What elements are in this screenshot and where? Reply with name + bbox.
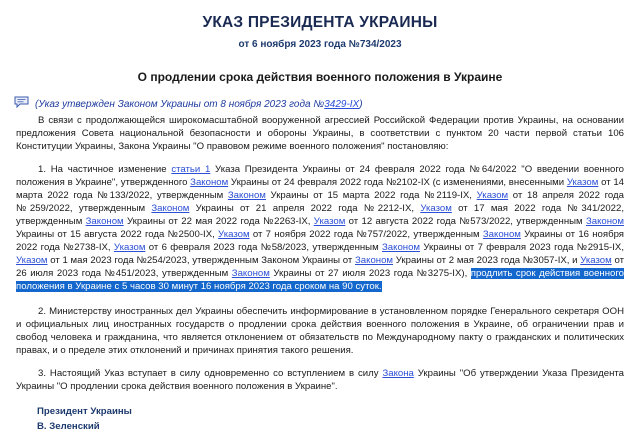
text-segment: Украины от 15 августа 2022 года №2500-IX, xyxy=(16,229,219,240)
text-segment: Украины от 24 февраля 2022 года №2102-IX (с изменениями, внесенными xyxy=(228,177,567,188)
text-segment: от 7 ноября 2022 года №757/2022, утвержденным xyxy=(249,229,483,240)
law-link[interactable]: Законом xyxy=(382,242,421,253)
text-segment: Украины от 15 марта 2022 года №2119-IX, xyxy=(265,190,477,201)
text-segment: Украины от 2 мая 2023 года №3057-IX, и xyxy=(393,255,581,266)
decree-title: УКАЗ ПРЕЗИДЕНТА УКРАИНЫ xyxy=(202,14,438,31)
law-link[interactable]: Законом xyxy=(85,216,124,227)
highlighted-selection[interactable]: продлить срок действия военного положения в Украине с 5 часов 30 минут 16 ноября 2023 года сроком на 90 суток. xyxy=(16,268,624,292)
paragraph-2: 2. Министерству иностранных дел Украины обеспечить информирование в установленном порядке Генерального секретаря ООН и официальных лиц иностранных государств о продлении срока действия военного положения в Украине, об ограничении прав и свобод человека и гражданина, что является отклонением от обязательств по Международному пакту о гражданских и политических правах, и о пределе этих отклонений и причинах принятия такого решения. xyxy=(16,306,624,356)
text-segment: от 12 августа 2022 года №573/2022, утвержденным xyxy=(345,216,586,227)
decree-link[interactable]: Указом xyxy=(218,229,250,240)
decree-subtitle: от 6 ноября 2023 года №734/2023 xyxy=(238,39,402,50)
law-link[interactable]: Законом xyxy=(355,255,394,266)
text-segment: от 6 февраля 2023 года №58/2023, утвержденным xyxy=(145,242,383,253)
law-link[interactable]: Законом xyxy=(151,203,190,214)
text-segment: от 26 июля 2023 года №451/2023, утвержденным xyxy=(16,255,624,279)
text-segment: от 14 марта 2022 года №133/2022, утвержденным xyxy=(16,177,624,201)
comment-icon[interactable] xyxy=(14,95,35,113)
approval-note-close: ) xyxy=(359,98,363,110)
decree-link[interactable]: Указом xyxy=(476,190,509,201)
law-link[interactable]: Законом xyxy=(585,216,624,227)
paragraph-3 xyxy=(16,367,624,393)
document-heading: О продлении срока действия военного положения в Украине xyxy=(137,70,503,84)
text-segment: Украины от 7 февраля 2023 года №2915-IX, xyxy=(420,242,624,253)
law-link[interactable]: Законом xyxy=(227,190,266,201)
law-link[interactable]: Законом xyxy=(482,229,521,240)
signature-title: Президент Украины xyxy=(37,406,132,417)
approval-note xyxy=(35,99,363,110)
law-link[interactable]: Законом xyxy=(231,268,270,279)
text-segment: Украины "Об утверждении Указа Президента Украины "О продлении срока действия военного положения в Украине". xyxy=(16,368,625,392)
decree-link[interactable]: Указом xyxy=(16,255,48,266)
text-segment: 3. Настоящий Указ вступает в силу одновременно со вступлением в силу xyxy=(38,368,383,379)
text-segment: от 1 мая 2023 года №254/2023, утвержденным Законом Украины от xyxy=(47,255,356,266)
text-segment: от 17 мая 2022 года №341/2022, утвержденным xyxy=(16,203,624,227)
decree-link[interactable]: Указом xyxy=(420,203,452,214)
text-segment: 1. На частичное изменение xyxy=(38,164,172,175)
law-link[interactable]: Законом xyxy=(190,177,229,188)
decree-link[interactable]: Указом xyxy=(313,216,346,227)
text-segment: Украины от 21 апреля 2022 года №2212-IX, xyxy=(189,203,421,214)
signature-name: В. Зеленский xyxy=(37,421,100,432)
approval-note-row xyxy=(14,95,363,113)
paragraph-preamble: В связи с продолжающейся широкомасштабной вооруженной агрессией Российской Федерации против Украины, на основании предложения Совета национальной безопасности и обороны Украины, в соответствии с пунктом 20 части первой статьи 106 Конституции Украины, Закона Украины "О правовом режиме военного положения" постановляю: xyxy=(16,115,624,152)
text-segment: от 18 апреля 2022 года №259/2022, утвержденным xyxy=(16,190,624,214)
law-link[interactable]: Закона xyxy=(382,368,414,379)
paragraph-1 xyxy=(16,163,624,293)
text-segment: Украины от 16 ноября 2022 года №2738-IX, xyxy=(16,229,624,253)
decree-link[interactable]: Указом xyxy=(566,177,599,188)
decree-link[interactable]: Указом xyxy=(113,242,146,253)
decree-link[interactable]: Указом xyxy=(580,255,612,266)
approval-note-text: (Указ утвержден Законом Украины от 8 ноября 2023 года № xyxy=(35,98,325,110)
text-segment: Украины от 22 мая 2022 года №2263-IX, xyxy=(123,216,314,227)
article-link[interactable]: статьи 1 xyxy=(171,164,211,175)
text-segment: Указа Президента Украины от 24 февраля 2022 года №64/2022 "О введении военного положения в Украине", утвержденного xyxy=(16,164,624,188)
text-segment: Украины от 27 июля 2023 года №3275-IX), xyxy=(269,268,471,279)
law-link-3429[interactable]: 3429-IX xyxy=(324,98,360,110)
